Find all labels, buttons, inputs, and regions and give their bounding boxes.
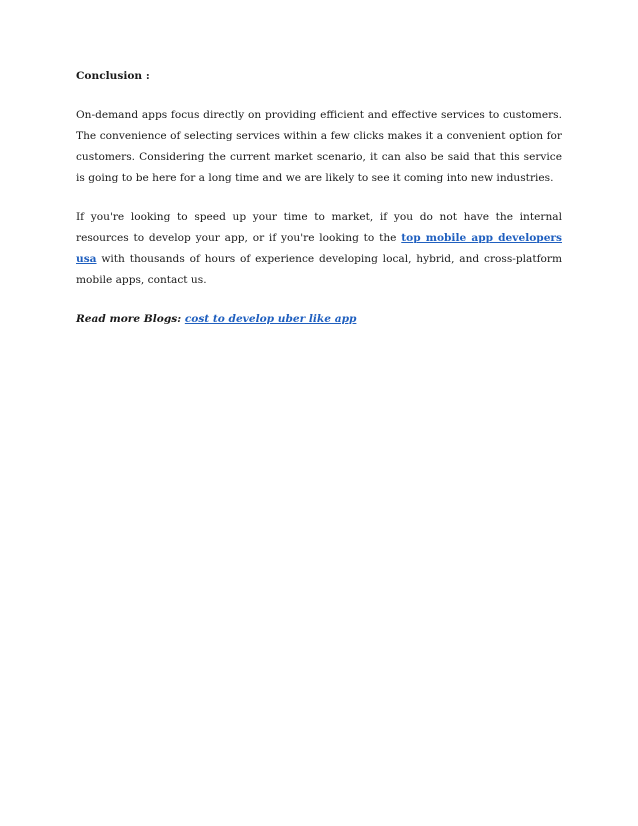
- read-more-label: Read more Blogs:: [76, 313, 182, 325]
- conclusion-heading: Conclusion :: [76, 70, 150, 82]
- contact-paragraph-text-start: If you're looking to speed up your time to market, if you do not have the internal resources to develop your app, or if you're looking to the: [76, 211, 562, 244]
- conclusion-paragraph: On-demand apps focus directly on providing efficient and effective services to customers. The convenience of selecting services within a few clicks makes it a convenient option for customers. Considering the current market scenario, it can also be said that this service is going to be here for a long time and we are likely to see it coming into new industries.: [76, 109, 562, 184]
- document-page: [76, 66, 562, 330]
- top-developers-link[interactable]: top mobile app developers usa: [76, 232, 562, 265]
- contact-paragraph: [76, 207, 562, 291]
- uber-cost-link[interactable]: cost to develop uber like app: [184, 313, 357, 325]
- contact-paragraph-text-end: with thousands of hours of experience developing local, hybrid, and cross-platform mobile apps, contact us.: [76, 253, 562, 286]
- read-more-line: [76, 309, 562, 330]
